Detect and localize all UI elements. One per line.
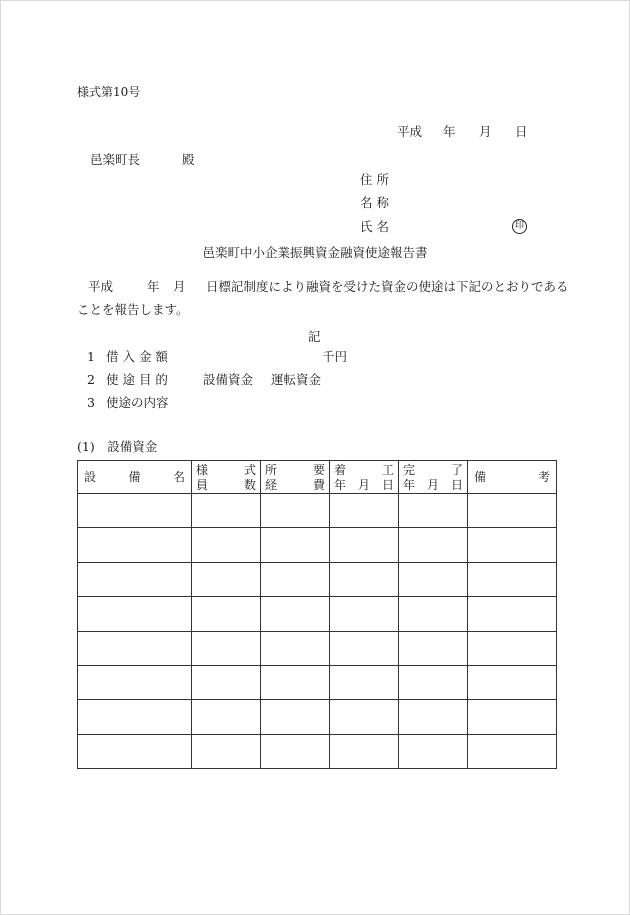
seal-mark: 印 xyxy=(512,219,527,234)
completion-date-cell[interactable] xyxy=(399,631,468,665)
cost-cell[interactable] xyxy=(261,597,330,631)
body-year-unit: 年 xyxy=(147,279,160,294)
equipment-name-cell[interactable] xyxy=(78,562,192,596)
equipment-table xyxy=(77,460,557,769)
remarks-cell[interactable] xyxy=(468,734,557,768)
remarks-cell[interactable] xyxy=(468,665,557,699)
equipment-name-cell[interactable] xyxy=(78,631,192,665)
table-header-row xyxy=(78,461,557,494)
model-quantity-cell[interactable] xyxy=(192,562,261,596)
date-year-unit: 年 xyxy=(443,124,456,139)
remarks-cell[interactable] xyxy=(468,562,557,596)
remarks-cell[interactable] xyxy=(468,528,557,562)
item-1-unit: 千円 xyxy=(322,349,348,364)
document-title: 邑楽町中小企業振興資金融資使途報告書 xyxy=(202,245,428,260)
completion-date-cell[interactable] xyxy=(399,562,468,596)
model-quantity-cell[interactable] xyxy=(192,528,261,562)
table-row xyxy=(78,631,557,665)
cost-cell[interactable] xyxy=(261,734,330,768)
completion-date-cell[interactable] xyxy=(399,665,468,699)
cost-cell[interactable] xyxy=(261,700,330,734)
start-date-cell[interactable] xyxy=(330,700,399,734)
body-line-1 xyxy=(77,279,569,295)
model-quantity-cell[interactable] xyxy=(192,665,261,699)
section-label: (1) 設備資金 xyxy=(77,439,158,454)
item-3-label: 使途の内容 xyxy=(106,395,169,410)
date-day-unit: 日 xyxy=(515,124,528,139)
body-era: 平成 xyxy=(88,279,114,294)
item-2-option-operating: 運転資金 xyxy=(271,372,322,387)
start-date-cell[interactable] xyxy=(330,597,399,631)
table-row xyxy=(78,700,557,734)
body-line-2: ことを報告します。 xyxy=(77,302,189,317)
start-date-cell[interactable] xyxy=(330,631,399,665)
model-quantity-cell[interactable] xyxy=(192,597,261,631)
completion-date-cell[interactable] xyxy=(399,700,468,734)
header-completion-date: 完 了 年 月 日 xyxy=(399,461,468,494)
person-name-label: 氏 名 xyxy=(360,219,389,234)
table-row xyxy=(78,665,557,699)
header-start-date: 着 工 年 月 日 xyxy=(330,461,399,494)
equipment-name-cell[interactable] xyxy=(78,700,192,734)
ki-heading: 記 xyxy=(308,329,321,344)
cost-cell[interactable] xyxy=(261,494,330,528)
cost-cell[interactable] xyxy=(261,528,330,562)
item-2-number: 2 xyxy=(87,372,95,387)
form-number: 様式第10号 xyxy=(77,85,141,99)
table-row xyxy=(78,528,557,562)
body-month-unit: 月 xyxy=(173,279,186,294)
header-remarks: 備 考 xyxy=(468,461,557,494)
header-equipment-name: 設 備 名 xyxy=(78,461,192,494)
addressee: 邑楽町長 xyxy=(90,152,141,167)
table-row xyxy=(78,562,557,596)
equipment-name-cell[interactable] xyxy=(78,665,192,699)
item-1-number: 1 xyxy=(87,349,95,364)
completion-date-cell[interactable] xyxy=(399,597,468,631)
completion-date-cell[interactable] xyxy=(399,734,468,768)
header-required-cost: 所 要 経 費 xyxy=(261,461,330,494)
equipment-name-cell[interactable] xyxy=(78,494,192,528)
date-month-unit: 月 xyxy=(479,124,492,139)
body-statement: 日標記制度により融資を受けた資金の使途は下記のとおりである xyxy=(206,279,569,294)
cost-cell[interactable] xyxy=(261,631,330,665)
equipment-name-cell[interactable] xyxy=(78,734,192,768)
equipment-name-cell[interactable] xyxy=(78,528,192,562)
item-1-label: 借 入 金 額 xyxy=(106,349,168,364)
item-2-option-equipment: 設備資金 xyxy=(203,372,254,387)
table-row xyxy=(78,494,557,528)
company-name-label: 名 称 xyxy=(360,195,389,210)
cost-cell[interactable] xyxy=(261,665,330,699)
model-quantity-cell[interactable] xyxy=(192,734,261,768)
start-date-cell[interactable] xyxy=(330,665,399,699)
completion-date-cell[interactable] xyxy=(399,528,468,562)
date-era: 平成 xyxy=(397,124,423,139)
start-date-cell[interactable] xyxy=(330,494,399,528)
remarks-cell[interactable] xyxy=(468,494,557,528)
model-quantity-cell[interactable] xyxy=(192,494,261,528)
item-3-number: 3 xyxy=(87,395,95,410)
completion-date-cell[interactable] xyxy=(399,494,468,528)
remarks-cell[interactable] xyxy=(468,700,557,734)
model-quantity-cell[interactable] xyxy=(192,700,261,734)
addressee-honorific: 殿 xyxy=(182,152,195,167)
address-label: 住 所 xyxy=(360,172,389,187)
start-date-cell[interactable] xyxy=(330,562,399,596)
item-2-label: 使 途 目 的 xyxy=(106,372,168,387)
remarks-cell[interactable] xyxy=(468,631,557,665)
model-quantity-cell[interactable] xyxy=(192,631,261,665)
table-row xyxy=(78,597,557,631)
equipment-name-cell[interactable] xyxy=(78,597,192,631)
remarks-cell[interactable] xyxy=(468,597,557,631)
header-model-quantity: 様 式 員 数 xyxy=(192,461,261,494)
cost-cell[interactable] xyxy=(261,562,330,596)
start-date-cell[interactable] xyxy=(330,734,399,768)
table-row xyxy=(78,734,557,768)
start-date-cell[interactable] xyxy=(330,528,399,562)
